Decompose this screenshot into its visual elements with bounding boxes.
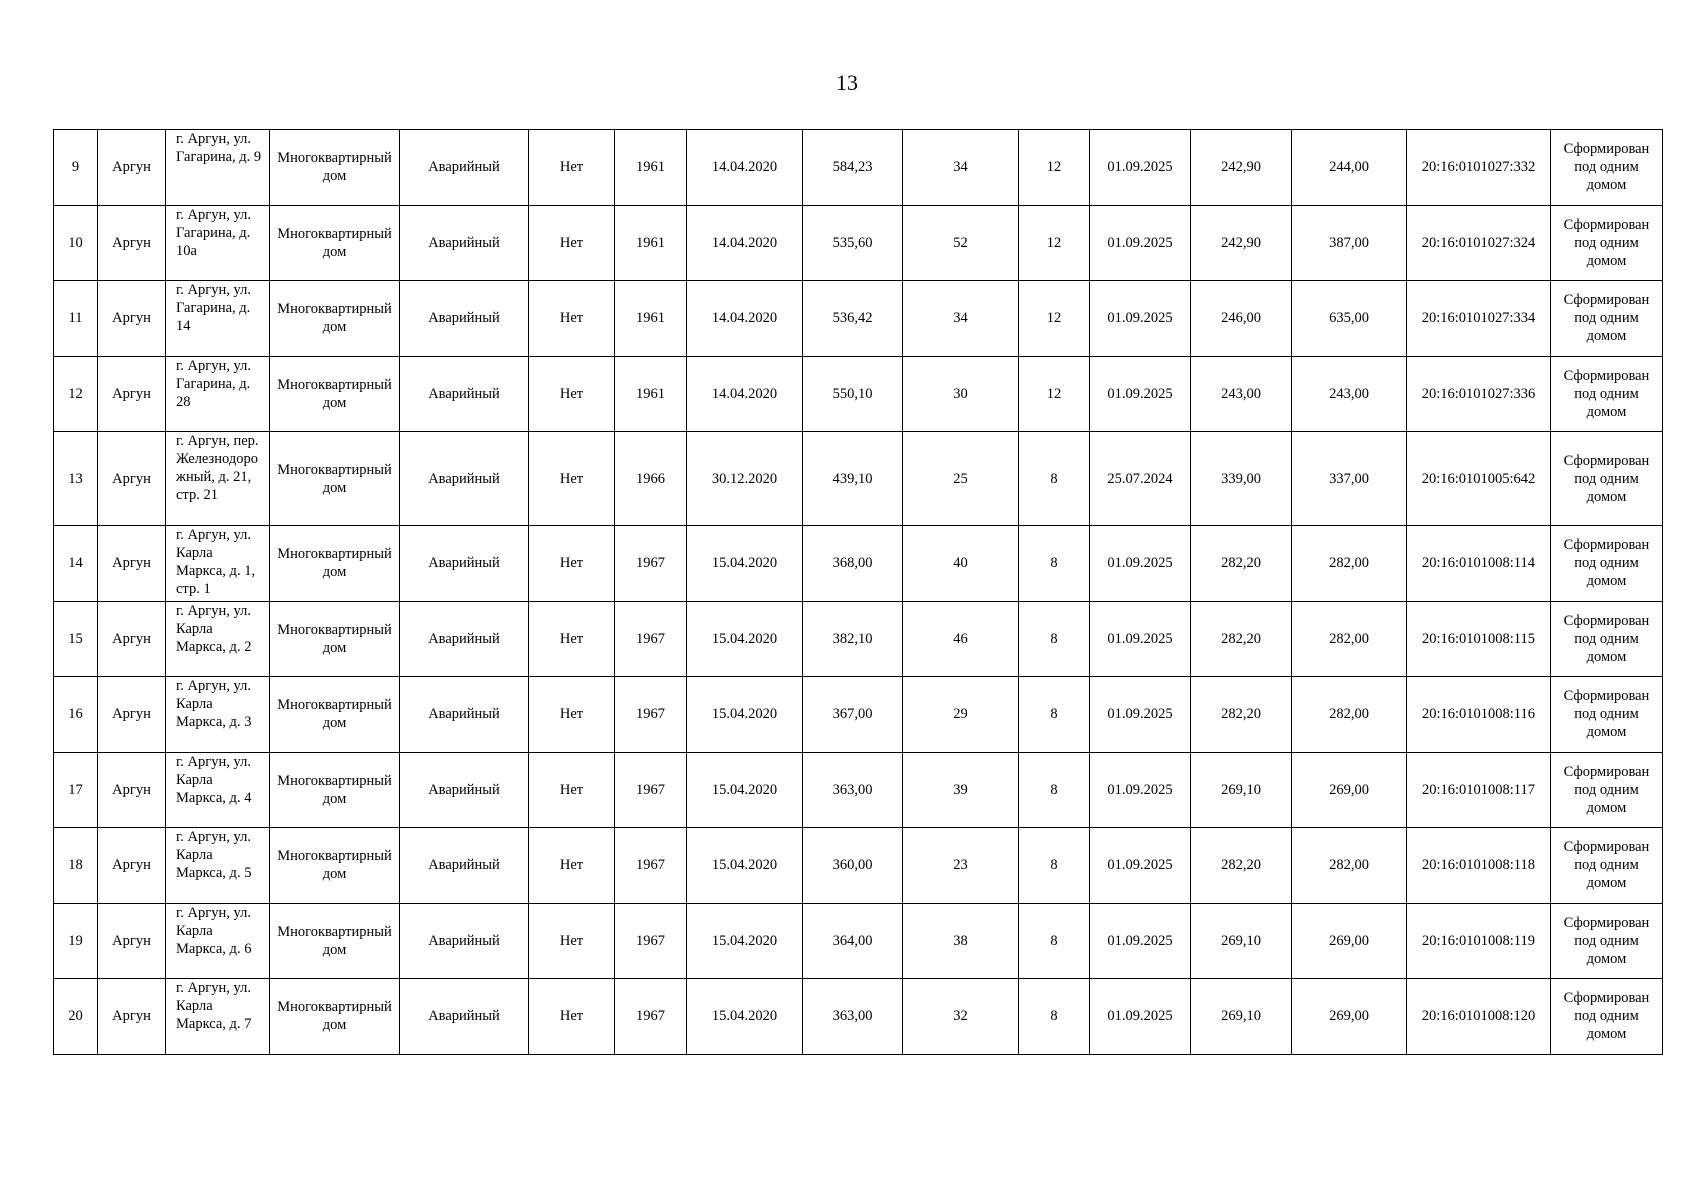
city-cell: Аргун [98,205,166,281]
status-cell: Аварийный [400,432,529,526]
deadline-date-cell: 01.09.2025 [1090,356,1191,432]
housing-registry-table [53,129,1663,1055]
area-cell: 363,00 [803,752,903,828]
row-number: 15 [54,601,98,677]
floors-cell: 8 [1019,752,1090,828]
deadline-date-cell: 01.09.2025 [1090,130,1191,206]
flag-cell: Нет [529,281,615,357]
table-row [54,432,1663,526]
status-cell: Аварийный [400,526,529,602]
address-cell: г. Аргун, ул. Гагарина, д. 10а [166,205,270,281]
note-cell: Сформирован под одним домом [1551,432,1663,526]
cost1-cell: 242,90 [1191,130,1292,206]
cost1-cell: 243,00 [1191,356,1292,432]
note-cell: Сформирован под одним домом [1551,205,1663,281]
cadastral-number-cell: 20:16:0101008:115 [1407,601,1551,677]
recognition-date-cell: 15.04.2020 [687,903,803,979]
recognition-date-cell: 15.04.2020 [687,601,803,677]
recognition-date-cell: 15.04.2020 [687,526,803,602]
building-type-cell: Многоквартирный дом [270,752,400,828]
residents-cell: 30 [903,356,1019,432]
address-cell: г. Аргун, ул. Карла Маркса, д. 2 [166,601,270,677]
building-type-cell: Многоквартирный дом [270,828,400,904]
flag-cell: Нет [529,601,615,677]
status-cell: Аварийный [400,979,529,1055]
address-cell: г. Аргун, ул. Карла Маркса, д. 6 [166,903,270,979]
city-cell: Аргун [98,752,166,828]
area-cell: 535,60 [803,205,903,281]
cost2-cell: 243,00 [1292,356,1407,432]
flag-cell: Нет [529,526,615,602]
row-number: 13 [54,432,98,526]
year-cell: 1967 [615,979,687,1055]
cost2-cell: 269,00 [1292,752,1407,828]
row-number: 11 [54,281,98,357]
address-cell: г. Аргун, ул. Карла Маркса, д. 5 [166,828,270,904]
building-type-cell: Многоквартирный дом [270,205,400,281]
residents-cell: 29 [903,677,1019,753]
status-cell: Аварийный [400,356,529,432]
deadline-date-cell: 01.09.2025 [1090,205,1191,281]
area-cell: 360,00 [803,828,903,904]
cost2-cell: 244,00 [1292,130,1407,206]
cadastral-number-cell: 20:16:0101027:334 [1407,281,1551,357]
deadline-date-cell: 01.09.2025 [1090,903,1191,979]
table-row [54,677,1663,753]
row-number: 16 [54,677,98,753]
flag-cell: Нет [529,828,615,904]
row-number: 18 [54,828,98,904]
building-type-cell: Многоквартирный дом [270,601,400,677]
residents-cell: 32 [903,979,1019,1055]
city-cell: Аргун [98,979,166,1055]
status-cell: Аварийный [400,903,529,979]
building-type-cell: Многоквартирный дом [270,677,400,753]
address-cell: г. Аргун, ул. Гагарина, д. 14 [166,281,270,357]
cadastral-number-cell: 20:16:0101008:120 [1407,979,1551,1055]
residents-cell: 40 [903,526,1019,602]
row-number: 9 [54,130,98,206]
row-number: 17 [54,752,98,828]
cost2-cell: 269,00 [1292,979,1407,1055]
floors-cell: 8 [1019,979,1090,1055]
address-cell: г. Аргун, ул. Карла Маркса, д. 4 [166,752,270,828]
city-cell: Аргун [98,356,166,432]
cost2-cell: 269,00 [1292,903,1407,979]
area-cell: 368,00 [803,526,903,602]
cost2-cell: 282,00 [1292,677,1407,753]
cost1-cell: 246,00 [1191,281,1292,357]
year-cell: 1967 [615,828,687,904]
note-cell: Сформирован под одним домом [1551,130,1663,206]
city-cell: Аргун [98,526,166,602]
city-cell: Аргун [98,601,166,677]
flag-cell: Нет [529,205,615,281]
cost2-cell: 387,00 [1292,205,1407,281]
floors-cell: 8 [1019,601,1090,677]
cost2-cell: 282,00 [1292,526,1407,602]
flag-cell: Нет [529,752,615,828]
residents-cell: 38 [903,903,1019,979]
residents-cell: 52 [903,205,1019,281]
recognition-date-cell: 15.04.2020 [687,677,803,753]
area-cell: 364,00 [803,903,903,979]
recognition-date-cell: 14.04.2020 [687,205,803,281]
table-row [54,356,1663,432]
area-cell: 550,10 [803,356,903,432]
city-cell: Аргун [98,828,166,904]
area-cell: 584,23 [803,130,903,206]
status-cell: Аварийный [400,601,529,677]
area-cell: 536,42 [803,281,903,357]
cadastral-number-cell: 20:16:0101027:324 [1407,205,1551,281]
recognition-date-cell: 14.04.2020 [687,356,803,432]
deadline-date-cell: 01.09.2025 [1090,526,1191,602]
deadline-date-cell: 01.09.2025 [1090,281,1191,357]
floors-cell: 12 [1019,356,1090,432]
address-cell: г. Аргун, ул. Гагарина, д. 28 [166,356,270,432]
floors-cell: 12 [1019,281,1090,357]
cadastral-number-cell: 20:16:0101005:642 [1407,432,1551,526]
recognition-date-cell: 15.04.2020 [687,828,803,904]
year-cell: 1961 [615,356,687,432]
deadline-date-cell: 01.09.2025 [1090,677,1191,753]
status-cell: Аварийный [400,828,529,904]
note-cell: Сформирован под одним домом [1551,828,1663,904]
flag-cell: Нет [529,979,615,1055]
recognition-date-cell: 14.04.2020 [687,281,803,357]
area-cell: 439,10 [803,432,903,526]
floors-cell: 12 [1019,205,1090,281]
city-cell: Аргун [98,281,166,357]
deadline-date-cell: 01.09.2025 [1090,828,1191,904]
table-row [54,903,1663,979]
year-cell: 1967 [615,677,687,753]
flag-cell: Нет [529,356,615,432]
status-cell: Аварийный [400,752,529,828]
note-cell: Сформирован под одним домом [1551,752,1663,828]
residents-cell: 34 [903,130,1019,206]
cost1-cell: 242,90 [1191,205,1292,281]
cost1-cell: 339,00 [1191,432,1292,526]
note-cell: Сформирован под одним домом [1551,677,1663,753]
year-cell: 1961 [615,281,687,357]
note-cell: Сформирован под одним домом [1551,356,1663,432]
note-cell: Сформирован под одним домом [1551,526,1663,602]
flag-cell: Нет [529,903,615,979]
cost2-cell: 282,00 [1292,828,1407,904]
year-cell: 1966 [615,432,687,526]
floors-cell: 8 [1019,432,1090,526]
table-body [54,130,1663,1055]
row-number: 12 [54,356,98,432]
cost2-cell: 337,00 [1292,432,1407,526]
address-cell: г. Аргун, ул. Гагарина, д. 9 [166,130,270,206]
row-number: 19 [54,903,98,979]
building-type-cell: Многоквартирный дом [270,903,400,979]
cost1-cell: 269,10 [1191,903,1292,979]
table-row [54,828,1663,904]
note-cell: Сформирован под одним домом [1551,281,1663,357]
flag-cell: Нет [529,432,615,526]
cadastral-number-cell: 20:16:0101008:116 [1407,677,1551,753]
row-number: 20 [54,979,98,1055]
table-row [54,281,1663,357]
floors-cell: 8 [1019,526,1090,602]
city-cell: Аргун [98,677,166,753]
city-cell: Аргун [98,130,166,206]
year-cell: 1967 [615,601,687,677]
deadline-date-cell: 01.09.2025 [1090,979,1191,1055]
cost1-cell: 282,20 [1191,526,1292,602]
status-cell: Аварийный [400,281,529,357]
note-cell: Сформирован под одним домом [1551,979,1663,1055]
building-type-cell: Многоквартирный дом [270,130,400,206]
cadastral-number-cell: 20:16:0101008:117 [1407,752,1551,828]
table-row [54,601,1663,677]
building-type-cell: Многоквартирный дом [270,526,400,602]
row-number: 10 [54,205,98,281]
row-number: 14 [54,526,98,602]
address-cell: г. Аргун, ул. Карла Маркса, д. 3 [166,677,270,753]
flag-cell: Нет [529,677,615,753]
building-type-cell: Многоквартирный дом [270,356,400,432]
cost2-cell: 282,00 [1292,601,1407,677]
building-type-cell: Многоквартирный дом [270,432,400,526]
residents-cell: 39 [903,752,1019,828]
page-number: 13 [836,70,858,95]
residents-cell: 46 [903,601,1019,677]
cost1-cell: 269,10 [1191,752,1292,828]
residents-cell: 23 [903,828,1019,904]
recognition-date-cell: 15.04.2020 [687,752,803,828]
note-cell: Сформирован под одним домом [1551,903,1663,979]
cost2-cell: 635,00 [1292,281,1407,357]
table-row [54,752,1663,828]
address-cell: г. Аргун, ул. Карла Маркса, д. 7 [166,979,270,1055]
year-cell: 1967 [615,526,687,602]
building-type-cell: Многоквартирный дом [270,281,400,357]
year-cell: 1961 [615,130,687,206]
cost1-cell: 282,20 [1191,601,1292,677]
area-cell: 367,00 [803,677,903,753]
city-cell: Аргун [98,903,166,979]
floors-cell: 8 [1019,828,1090,904]
area-cell: 382,10 [803,601,903,677]
address-cell: г. Аргун, ул. Карла Маркса, д. 1, стр. 1 [166,526,270,602]
cadastral-number-cell: 20:16:0101027:332 [1407,130,1551,206]
status-cell: Аварийный [400,130,529,206]
cost1-cell: 269,10 [1191,979,1292,1055]
table-row [54,205,1663,281]
floors-cell: 12 [1019,130,1090,206]
status-cell: Аварийный [400,205,529,281]
area-cell: 363,00 [803,979,903,1055]
city-cell: Аргун [98,432,166,526]
deadline-date-cell: 01.09.2025 [1090,752,1191,828]
floors-cell: 8 [1019,677,1090,753]
table-row [54,979,1663,1055]
cadastral-number-cell: 20:16:0101008:114 [1407,526,1551,602]
residents-cell: 34 [903,281,1019,357]
note-cell: Сформирован под одним домом [1551,601,1663,677]
flag-cell: Нет [529,130,615,206]
building-type-cell: Многоквартирный дом [270,979,400,1055]
table-row [54,130,1663,206]
year-cell: 1967 [615,752,687,828]
recognition-date-cell: 30.12.2020 [687,432,803,526]
cost1-cell: 282,20 [1191,677,1292,753]
status-cell: Аварийный [400,677,529,753]
year-cell: 1961 [615,205,687,281]
cadastral-number-cell: 20:16:0101008:118 [1407,828,1551,904]
floors-cell: 8 [1019,903,1090,979]
recognition-date-cell: 14.04.2020 [687,130,803,206]
recognition-date-cell: 15.04.2020 [687,979,803,1055]
cadastral-number-cell: 20:16:0101027:336 [1407,356,1551,432]
cadastral-number-cell: 20:16:0101008:119 [1407,903,1551,979]
year-cell: 1967 [615,903,687,979]
residents-cell: 25 [903,432,1019,526]
deadline-date-cell: 25.07.2024 [1090,432,1191,526]
deadline-date-cell: 01.09.2025 [1090,601,1191,677]
address-cell: г. Аргун, пер. Железнодорожный, д. 21, стр. 21 [166,432,270,526]
cost1-cell: 282,20 [1191,828,1292,904]
table-row [54,526,1663,602]
